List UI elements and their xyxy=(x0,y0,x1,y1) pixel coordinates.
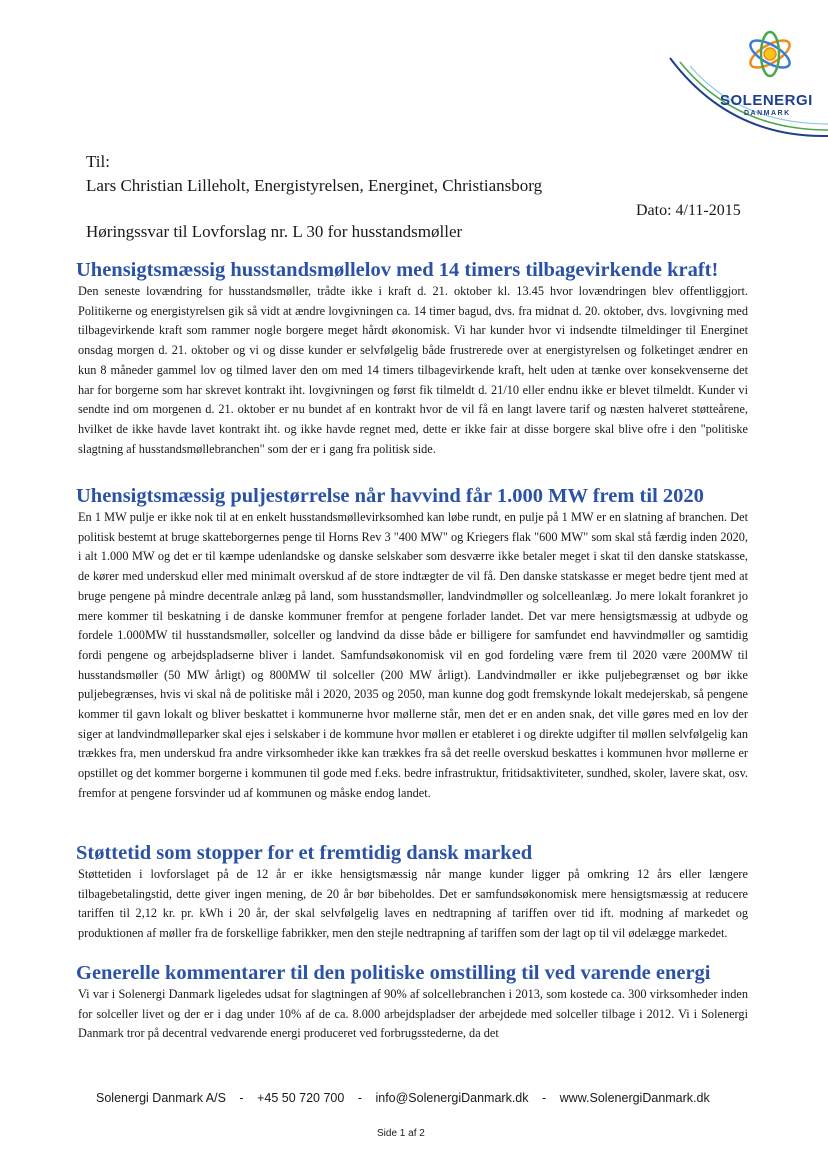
company-logo xyxy=(640,18,828,148)
footer-separator: - xyxy=(357,1091,362,1105)
recipients: Lars Christian Lilleholt, Energistyrelsen, Energinet, Christiansborg xyxy=(86,176,543,195)
section-body: Vi var i Solenergi Danmark ligeledes udsat for slagtningen af 90% af solcellebranchen i 2013, som kostede ca. 300 virksomheder inden for solceller livet og der er i dag under 10% af de ca. 8.000 arbejdspladser der arbejdede med solceller tilbage i 2012. Vi i Solenergi Danmark tror på decentral vedvarende energi produceret ved forbrugsstederne, da det xyxy=(78,987,748,1041)
footer-website: www.SolenergiDanmark.dk xyxy=(559,1091,710,1105)
footer-phone: +45 50 720 700 xyxy=(257,1091,345,1105)
footer-separator: - xyxy=(239,1091,244,1105)
section-body: Støttetiden i lovforslaget på de 12 år er ikke hensigtsmæssig når mange kunder ligger på omkring 12 års eller længere tilbagebetalingstid, dette giver ingen mening, de 20 år bør bibeholdes. Det er samfundsøkonomisk mere hensigtsmæssig at reducere tariffen til 2,12 kr. pr. kWh i 20 år, der skal selvfølgelig laves en nedtrapning af tariffen over tid ift. modning af markedet og produktionen af møller fra de forskellige fabrikker, men den stejle nedtrapning af tariffen som der lagt op til vil ødelægge markedet. xyxy=(78,867,748,941)
footer-company: Solenergi Danmark A/S xyxy=(96,1091,226,1105)
page-number: Side 1 af 2 xyxy=(377,1128,425,1139)
section-pool-size xyxy=(76,484,748,804)
logo-name: SOLENERGI xyxy=(720,92,813,109)
section-body: Den seneste lovændring for husstandsmøller, trådte ikke i kraft d. 21. oktober kl. 13.45 hvor lovændringen blev offentliggjort. Politikerne og energistyrelsen gik så vidt at ændre lovgivningen ca. 14 timer bagud, dvs. fra midnat d. 20. oktober, dvs. lovgivning med tilbagevirkende kraft som rammer nogle borgere meget hårdt økonomisk. Vi har kunder hvor vi indsendte tilmeldinger til Energinet onsdag morgen d. 21. oktober og vi og disse kunder er selvfølgelig både frustrerede over at energistyrelsen og folketinget ændrer en kun 8 måneder gammel lov og tilmed laver den om med 14 timers tilbagevirkende kraft, helt uden at tænke over konsekvenserne det har for borgerne som har skrevet kontrakt iht. lovgivningen og først fik tilmeldt d. 21/10 eller endnu ikke er blevet tilmeldt. Kunder vi sendte ind om morgenen d. 21. oktober er nu bundet af en kontrakt hvor de vil få en langt lavere tarif og næsten halveret støtteårene, hvilket de ikke havde lavet kontrakt iht. og ikke havde regnet med, dette er ikke fair at disse borgere skal blive ofre i den "politiske slagtning af husstandsmøllebranchen" som der er i gang fra politisk side. xyxy=(78,284,748,456)
section-heading: Generelle kommentarer til den politiske omstilling til ved varende energi xyxy=(76,962,711,984)
section-heading: Uhensigtsmæssig puljestørrelse når havvind får 1.000 MW frem til 2020 xyxy=(76,485,704,507)
page-footer xyxy=(96,1091,720,1105)
footer-separator: - xyxy=(542,1091,547,1105)
section-heading: Støttetid som stopper for et fremtidig dansk marked xyxy=(76,842,533,864)
letter-date: Dato: 4/11-2015 xyxy=(636,202,741,219)
sun-icon xyxy=(746,32,793,76)
footer-email: info@SolenergiDanmark.dk xyxy=(375,1091,529,1105)
section-body: En 1 MW pulje er ikke nok til at en enkelt husstandsmøllevirksomhed kan løbe rundt, en pulje på 1 MW er en slatning af branchen. Det politisk bestemt at bruge skatteborgernes penge til Horns Rev 3 "400 MW" og Kriegers flak "600 MW" som skal stå færdig inden 2020, i alt 1.000 MW og det er til kæmpe udenlandske og danske selskaber som desværre ikke betaler meget i skat til den danske statskasse, de kører med underskud eller med minimalt overskud af de store indtægter de vil få. Den danske statskasse er meget bedre tjent med at bruge pengene på mindre decentrale anlæg på land, som husstandsmøller, landvindmøller og solcelleanlæg. Jo mere lokalt forankret jo mere kommer til beskatning i de danske kommuner fremfor at pengene forlader landet. Det var mere hensigtsmæssig at udbyde og fordele 1.000MW til husstandsmøller, solceller og landvind da disse både er billigere for samfundet end havvindmøller og samtidig fordi pengene og arbejdspladserne bliver i landet. Samfundsøkonomisk vil en god fordeling være frem til 2020 være 200MW til husstandsmøller (50 MW årligt) og 800MW til solceller (200 MW årligt). Landvindmøller er ikke puljebegrænset og bør ikke puljebegrænses, hvis vi skal nå de politiske mål i 2020, 2035 og 2050, man kunne dog godt fremskynde lokalt medejerskab, så pengene kommer til gavn lokalt og bliver beskattet i kommunerne hvor møllerne står, men det er en anden snak, det ville gøres med en lov der siger at landvindmølleparker skal ejes i selskaber i de kommune hvor møllen er etableret i og direkte udgifter til møllen selvfølgelig kan trækkes fra, men underskud fra andre virksomheder ikke kan trækkes fra så det reelle overskud beskattes i kommunen hvor møllerne er opstillet og det kommer borgerne i kommunen til gode med f.eks. bedre infrastruktur, fritidsaktiviteter, sundhed, skoler, lavere skat, osv. fremfor at pengene forsvinder ud af kommunen og måske endog landet. xyxy=(78,510,748,800)
logo-graphic xyxy=(640,18,828,148)
to-label: Til: xyxy=(86,152,110,171)
letter-subject: Høringssvar til Lovforslag nr. L 30 for husstandsmøller xyxy=(86,222,463,241)
section-retroactive-law xyxy=(76,258,748,459)
section-general-comments xyxy=(76,961,748,1044)
logo-subtitle: DANMARK xyxy=(744,110,791,117)
section-support-period xyxy=(76,841,748,944)
section-heading: Uhensigtsmæssig husstandsmøllelov med 14 timers tilbagevirkende kraft! xyxy=(76,259,719,281)
